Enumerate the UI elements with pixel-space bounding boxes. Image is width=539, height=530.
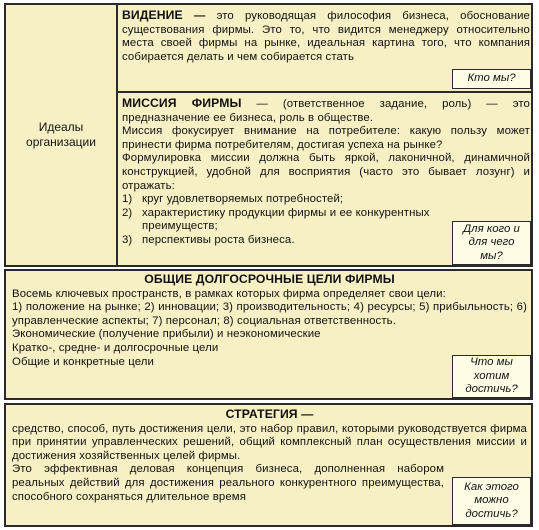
strategy-block [12,408,527,504]
mission-para3: Формулировка миссии должна быть яркой, лаконичной, динамичной конструкцией, удобной для восприятия (часто это бывает лозунг) и отражать: [122,152,530,192]
ideals-label-line1: Идеалы [38,120,84,134]
mission-term: МИССИЯ ФИРМЫ [122,96,242,110]
goals-block [12,273,527,369]
strategy-para1: средство, способ, путь достижения цели, это набор правил, которыми руководствуется фирма при принятии управленческих решений, общий комплексный план осуществления миссии и достижения хозяйственных целей фирмы. [12,422,527,462]
vision-mission-divider [116,91,533,93]
goals-panel [4,269,533,400]
goals-question: Что мы хотим достичь? [465,356,518,396]
list-item: 2) характеристику продукции фирмы и ее конкурентных преимуществ; [122,206,430,233]
mission-para2: Миссия фокусирует внимание на потребителе: какую пользу может принести фирма потребителям, достигая успеха на рынке? [122,125,530,151]
ideals-label [6,5,116,265]
goals-line-a: Экономические (получение прибыли) и неэкономические [12,328,321,341]
strategy-panel [4,403,533,527]
vision-question: Кто мы? [467,72,516,85]
mission-question: Для кого и для чего мы? [463,222,520,262]
strategy-question: Как этого можно достичь? [464,480,519,520]
goals-question-box [452,355,531,398]
mission-intro: — (ответственное задание, роль) — это предназначение ее бизнеса, роль в обществе. [122,98,530,124]
ideals-label-line2: организации [26,135,96,149]
strategy-para2: Это эффективная деловая концепция бизнеса, дополненная набором реальных действий для достижения реального конкурентного преимущества, способного сохраняться длительное время [12,463,444,503]
goals-line-b: Кратко-, средне- и долгосрочные цели [12,341,219,354]
vision-block: ВИДЕНИЕ — это руководящая философия бизнеса, обоснование существования фирмы. Это то, что видится менеджеру относительно места своей фирмы на рынке, идеальная картина того, что компания собирается делать и чем собирается стать [122,8,530,63]
mission-list [122,193,440,247]
strategy-title: СТРАТЕГИЯ — [225,407,314,421]
vision-definition: это руководящая философия бизнеса, обоснование существования фирмы. Это то, что видится менеджеру относительно места своей фирмы на рынке, идеальная картина того, что компания собирается делать и чем собирается стать [122,10,530,63]
vision-question-box [452,69,531,89]
goals-para2: 1) положение на рынке; 2) инновации; 3) производительность; 4) ресурсы; 5) прибыльность; 6) управленческие аспекты; 7) персонал; 8) социальная ответственность. [12,301,527,327]
ideals-divider-vertical [116,5,118,265]
list-item: 1) круг удовлетворяемых потребностей; [122,193,344,206]
goals-line-c: Общие и конкретные цели [12,355,155,368]
goals-title: ОБЩИЕ ДОЛГОСРОЧНЫЕ ЦЕЛИ ФИРМЫ [144,272,395,286]
ideals-panel [4,3,533,267]
goals-para1: Восемь ключевых пространств, в рамках которых фирма определяет свои цели: [12,287,446,300]
list-item: 3) перспективы роста бизнеса. [122,233,295,246]
strategy-question-box [452,477,531,525]
vision-term: ВИДЕНИЕ [122,8,183,22]
mission-question-box [452,221,531,265]
